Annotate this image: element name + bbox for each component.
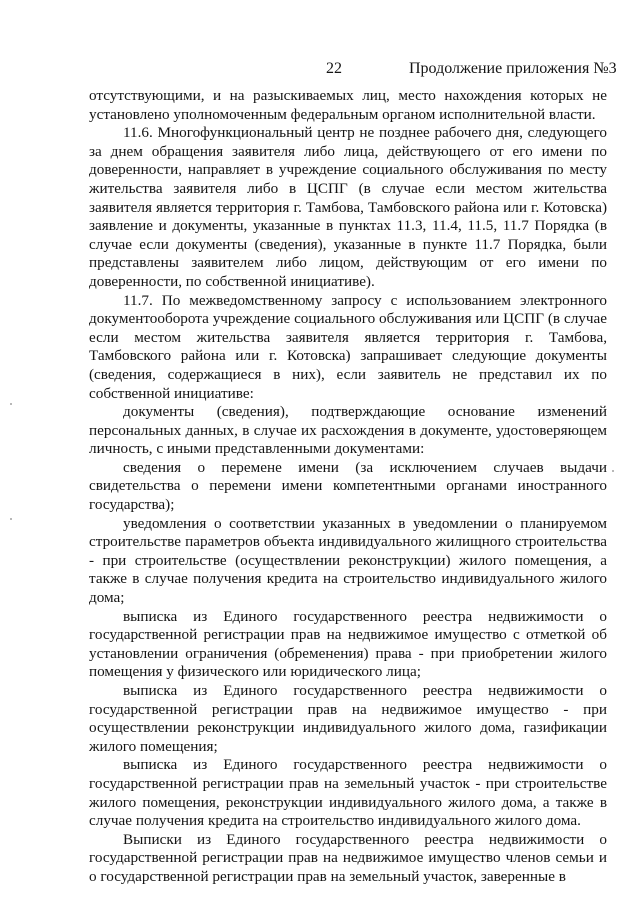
scan-speck xyxy=(10,518,12,520)
paragraph-list-item: выписка из Единого государственного реестра недвижимости о государственной регистрации прав на земельный участок - при строительстве жилого помещения, реконструкции индивидуального жилого дома, а также в случае получения кредита на строительство индивидуального жилого дома. xyxy=(89,756,607,830)
paragraph-list-item: сведения о перемене имени (за исключением случаев выдачи свидетельства о перемени имени компетентными органами иностранного государства); xyxy=(89,458,607,514)
paragraph-list-item: Выписки из Единого государственного реестра недвижимости о государственной регистрации прав на недвижимое имущество членов семьи и о государственной регистрации прав на земельный участок, заверенные в xyxy=(89,830,607,885)
paragraph-list-item: уведомления о соответствии указанных в уведомлении о планируемом строительстве параметров объекта индивидуального жилищного строительства - при строительстве (осуществлении реконструкции) жилого помещения, а также в случае получения кредита на строительство индивидуального жилого дома; xyxy=(89,514,607,607)
paragraph-continued: отсутствующими, и на разыскиваемых лиц, место нахождения которых не установлено уполномоченным федеральным органом исполнительной власти. xyxy=(89,87,607,123)
paragraph-list-item: выписка из Единого государственного реестра недвижимости о государственной регистрации прав на недвижимое имущество с отметкой об установлении ограничения (обременения) права - при приобретении жилого помещения у физического или юридического лица; xyxy=(89,607,607,681)
appendix-continuation-note: Продолжение приложения №3 xyxy=(409,60,617,77)
paragraph-11-6: 11.6. Многофункциональный центр не позднее рабочего дня, следующего за днем обращения заявителя либо лица, действующего от его имени по доверенности, направляет в учреждение социального обслуживания по месту жительства заявителя либо в ЦСПГ (в случае если местом жительства заявителя является территория г. Тамбова, Тамбовского района или г. Котовска) заявление и документы, указанные в пунктах 11.3, 11.4, 11.5, 11.7 Порядка (в случае если документы (сведения), указанные в пункте 11.7 Порядка, были представлены заявителем либо лицом, действующим от его имени по доверенности, по собственной инициативе). xyxy=(89,124,607,290)
scan-speck xyxy=(10,403,12,405)
document-body xyxy=(89,87,607,887)
paragraph-list-item: документы (сведения), подтверждающие основание изменений персональных данных, в случае их расхождения в документе, удостоверяющем личность, с иными представленными документами: xyxy=(89,403,607,458)
page-header xyxy=(0,60,640,80)
paragraph-11-7: 11.7. По межведомственному запросу с использованием электронного документооборота учреждение социального обслуживания или ЦСПГ (в случае если местом жительства заявителя является территория г. Тамбова, Тамбовского района или г. Котовска) запрашивает следующие документы (сведения, содержащиеся в них), если заявитель не представил их по собственной инициативе: xyxy=(89,291,607,402)
scan-speck xyxy=(612,470,614,472)
page-number: 22 xyxy=(326,60,342,77)
paragraph-list-item: выписка из Единого государственного реестра недвижимости о государственной регистрации прав на недвижимое имущество - при осуществлении реконструкции индивидуального жилого дома, газификации жилого помещения; xyxy=(89,682,607,755)
